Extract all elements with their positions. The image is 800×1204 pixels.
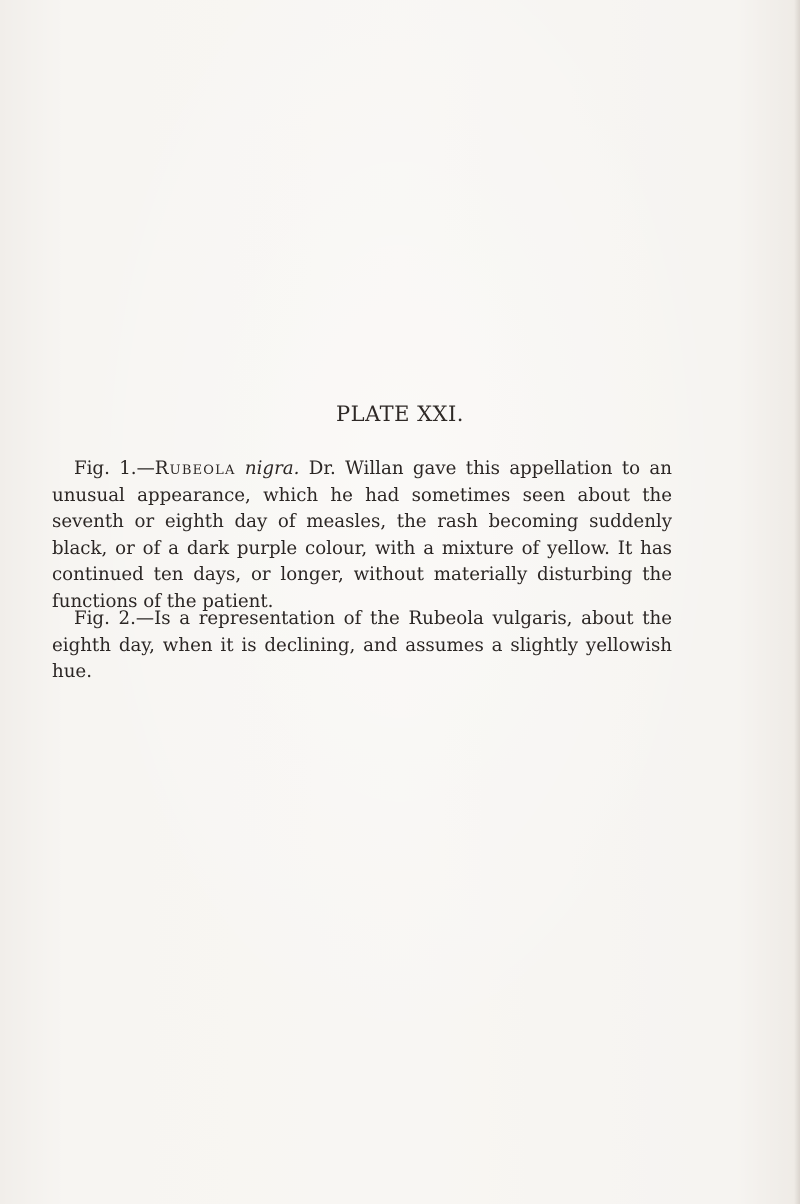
figure-2-label: Fig. 2.— bbox=[74, 608, 155, 629]
figure-2-description bbox=[52, 606, 672, 686]
plate-title: PLATE XXI. bbox=[336, 402, 464, 426]
figure-1-species: nigra. bbox=[244, 458, 300, 479]
figure-1-genus: Rubeola bbox=[154, 458, 236, 479]
figure-2-body: Is a representation of the Rubeola vulgaris, about the eighth day, when it is declining, and assumes a slightly yellowish hue. bbox=[52, 608, 672, 682]
figure-1-body: Dr. Willan gave this appellation to an unusual appearance, which he had sometimes seen about the seventh or eighth day of measles, the rash becoming suddenly black, or of a dark purple colour, with a mixture of yellow. It has continued ten days, or longer, without materially disturbing the functions of the patient. bbox=[52, 458, 672, 612]
figure-1-description bbox=[52, 456, 672, 615]
page-edge bbox=[794, 0, 800, 1204]
figure-1-label: Fig. 1.— bbox=[74, 458, 155, 479]
